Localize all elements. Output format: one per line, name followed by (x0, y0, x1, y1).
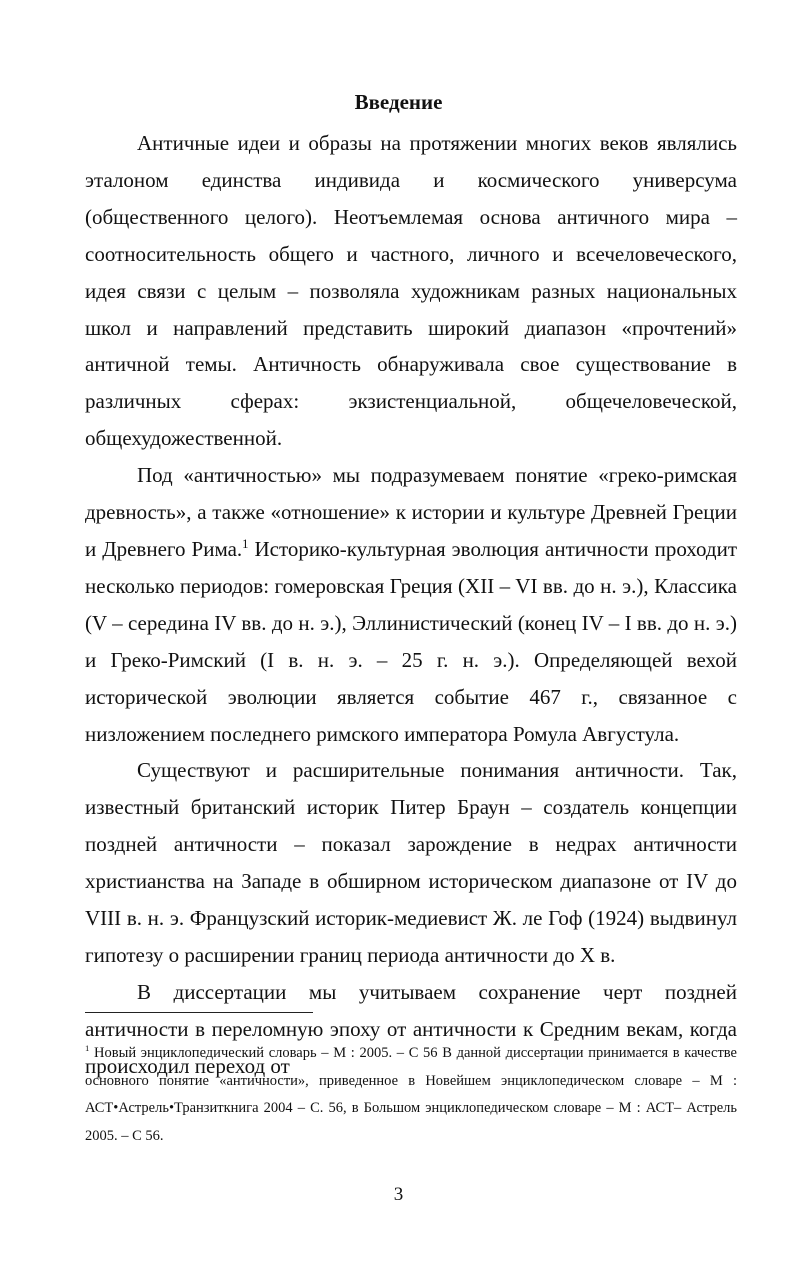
paragraph-2 (85, 457, 737, 752)
paragraph-2-text-after: Историко-культурная эволюция античности проходит несколько периодов: гомеровская Греция (XII – VI вв. до н. э.), Классика (V – середина IV вв. до н. э.), Эллинистический (конец IV – I вв. до н. э.) и Греко-Римский (I в. н. э. – 25 г. н. э.). Определяющей вехой исторической эволюции является событие 467 г., связанное с низложением последнего римского императора Ромула Августула. (85, 536, 737, 746)
paragraph-2-text-before: Под «античностью» мы подразумеваем понятие «греко-римская древность», а также «отношение» к истории и культуре Древней Греции и Древнего Рима. (85, 463, 737, 561)
paragraph-4: В диссертации мы учитываем сохранение черт поздней античности в переломную эпоху от античности к Средним векам, когда происходил переход от (85, 979, 737, 1078)
footnote-separator (85, 1012, 313, 1013)
footnote (85, 1040, 737, 1150)
footnote-number: 1 (85, 1043, 90, 1054)
body-text (85, 125, 737, 1085)
footnote-reference: 1 (242, 536, 249, 551)
footnote-text: Новый энциклопедический словарь – М : 2005. – С 56 В данной диссертации принимается в качестве основного понятие «античности», приведенное в Новейшем энциклопедическом словаре – М : АСТ•Астрель•Транзиткнига 2004 – С. 56, в Большом энциклопедическом словаре – М : АСТ– Астрель 2005. – С 56. (85, 1045, 737, 1144)
page-title: Введение (354, 90, 443, 114)
paragraph-1: Античные идеи и образы на протяжении многих веков являлись эталоном единства индивида и космического универсума (общественного целого). Неотъемлемая основа античного мира – соотносительность общего и частного, личного и всечеловеческого, идея связи с целым – позволяла художникам разных национальных школ и направлений представить широкий диапазон «прочтений» античной темы. Античность обнаруживала свое существование в различных сферах: экзистенциальной, общечеловеческой, общехудожественной. (85, 131, 737, 451)
paragraph-3: Существуют и расширительные понимания античности. Так, известный британский историк Питер Браун – создатель концепции поздней античности – показал зарождение в недрах античности христианства на Западе в обширном историческом диапазоне от IV до VIII в. н. э. Французский историк-медиевист Ж. ле Гоф (1924) выдвинул гипотезу о расширении границ периода античности до X в. (85, 758, 737, 967)
page-number: 3 (393, 1184, 404, 1205)
